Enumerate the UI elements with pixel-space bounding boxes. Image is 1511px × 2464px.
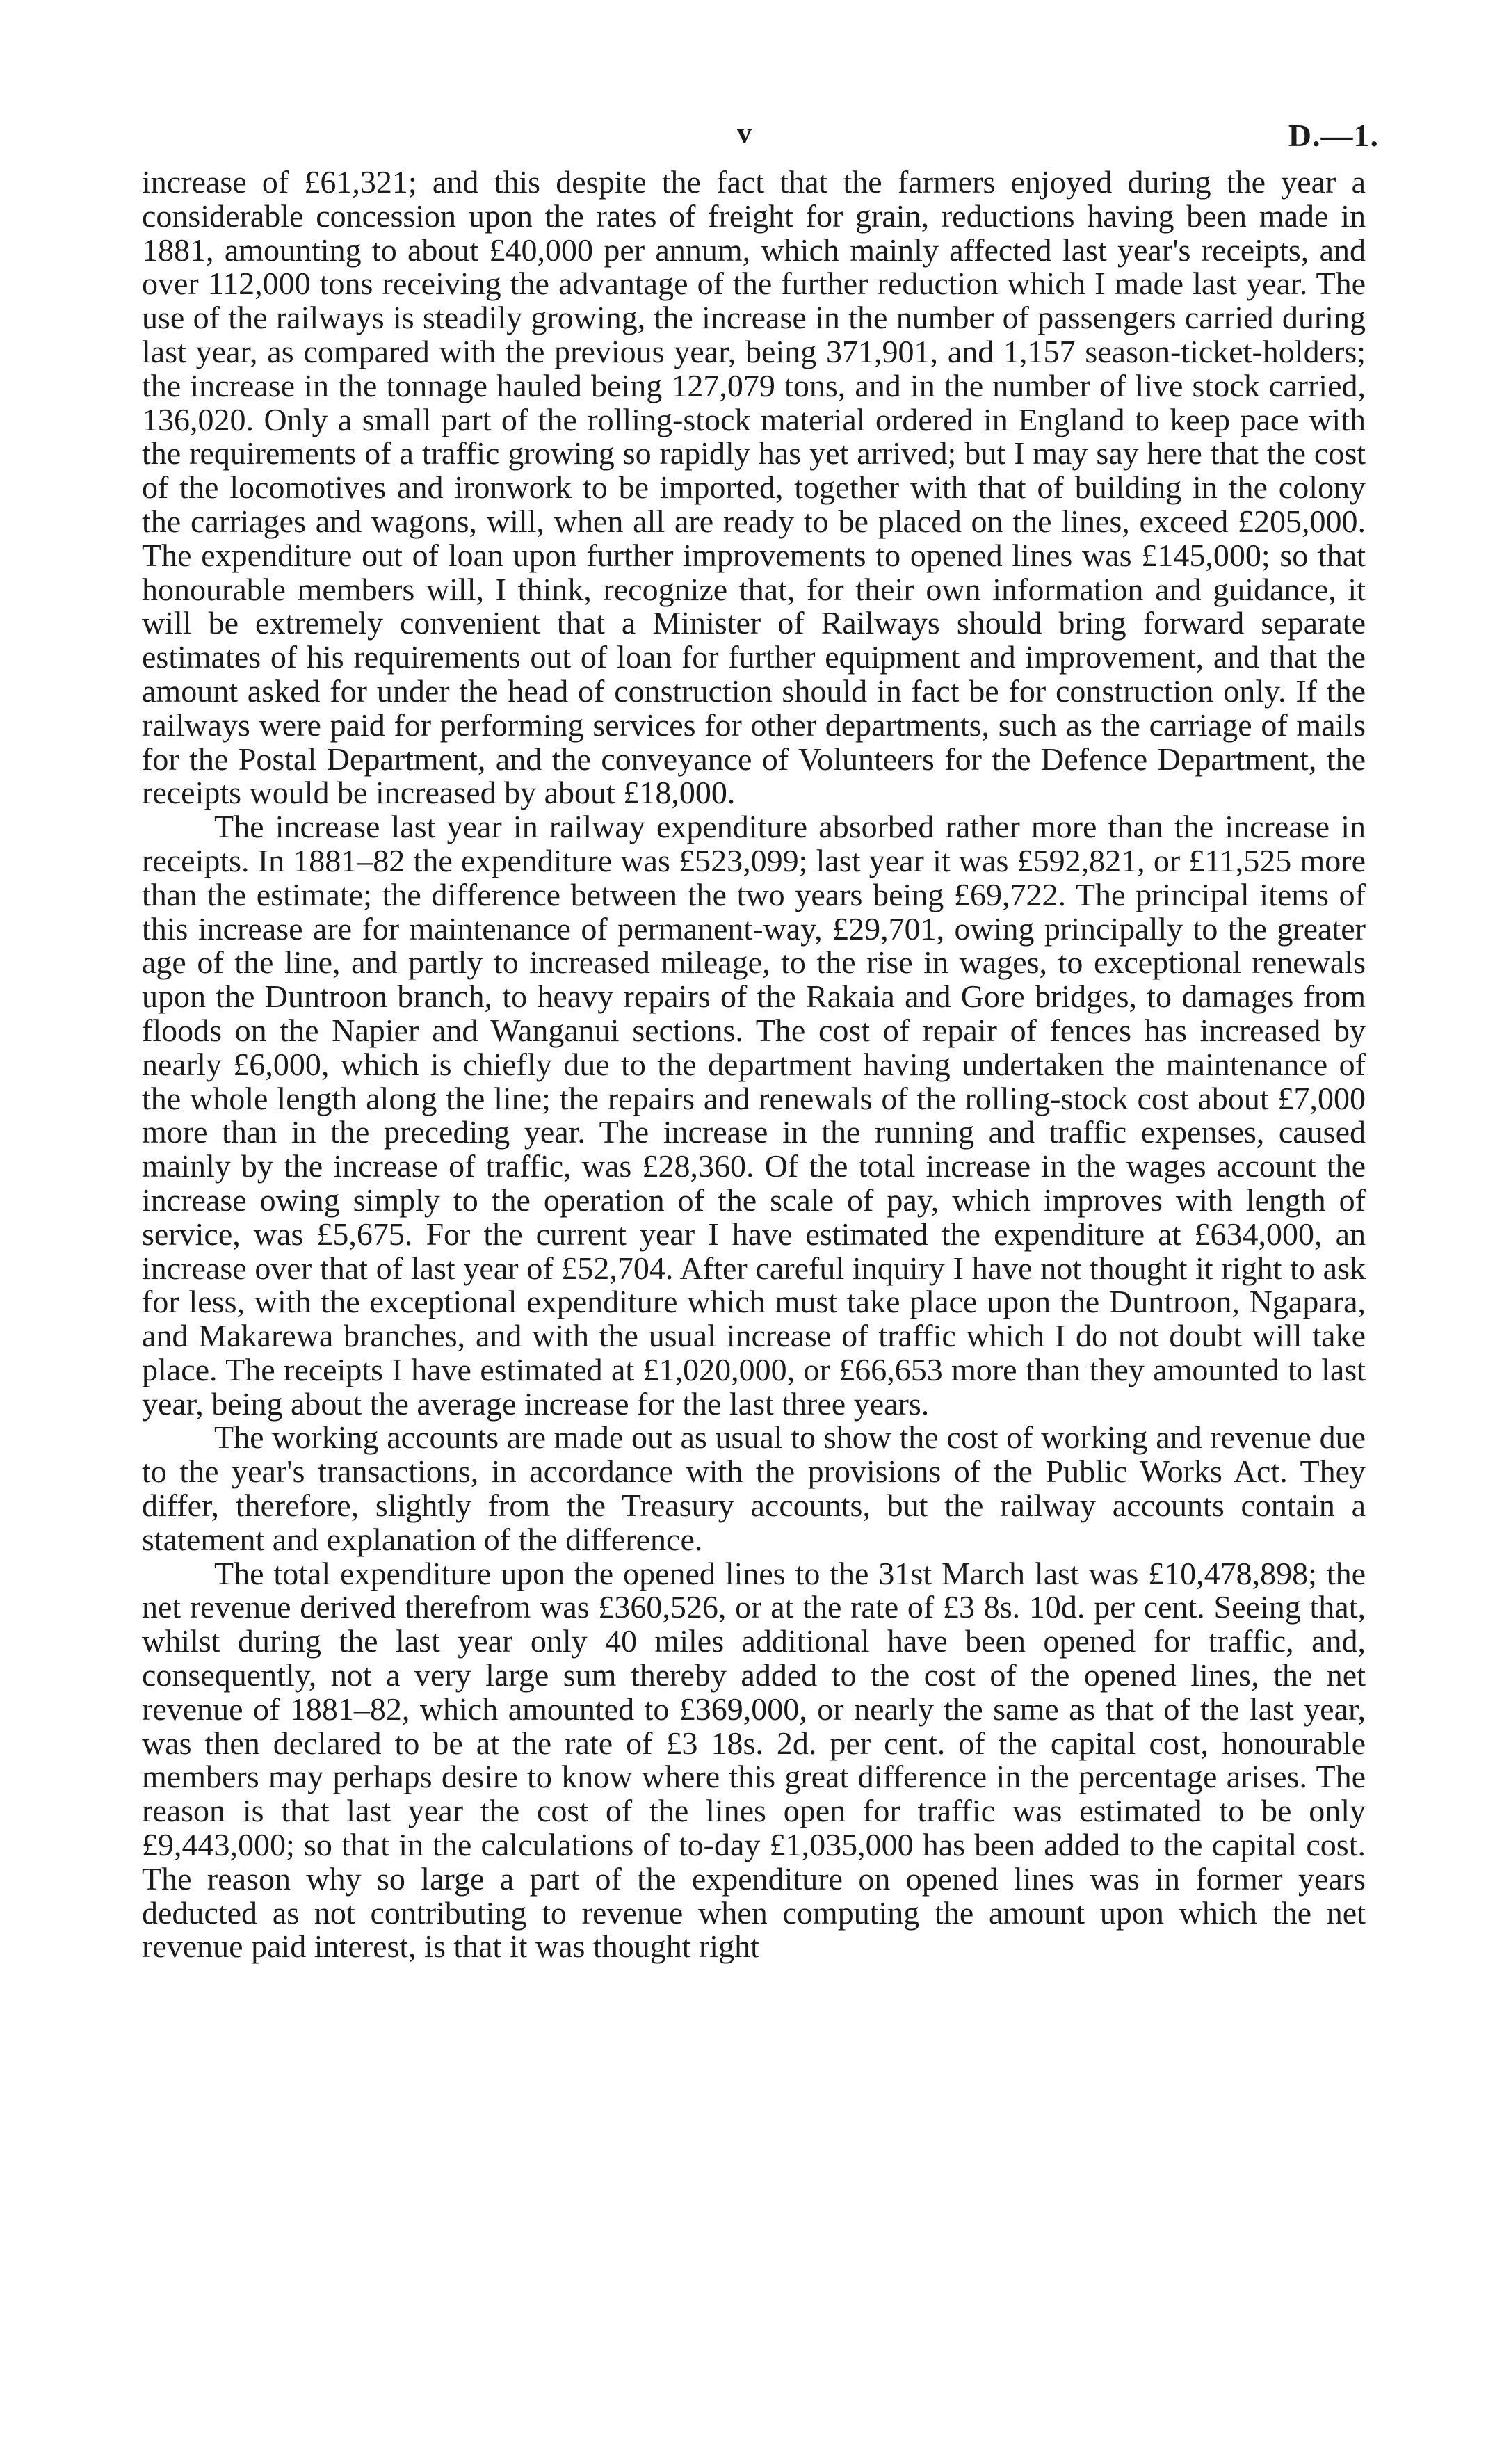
paragraph: The total expenditure upon the opened lines to the 31st March last was £10,478,898; the net revenue derived therefrom was £360,526, or at the rate of £3 8s. 10d. per cent. Seeing that, whilst during the last year only 40 miles additional have been opened for traffic, and, consequently, not a very large sum thereby added to the cost of the opened lines, the net revenue of 1881–82, which amounted to £369,000, or nearly the same as that of the last year, was then declared to be at the rate of £3 18s. 2d. per cent. of the capital cost, honourable members may perhaps desire to know where this great difference in the percentage arises. The reason is that last year the cost of the lines open for traffic was estimated to be only £9,443,000; so that in the calculations of to-day £1,035,000 has been added to the capital cost. The reason why so large a part of the expenditure on opened lines was in former years deducted as not contributing to revenue when computing the amount upon which the net revenue paid interest, is that it was thought right [142,1555,1366,1965]
paragraph: increase of £61,321; and this despite the fact that the farmers enjoyed during the year a considerable concession upon the rates of freight for grain, reductions having been made in 1881, amounting to about £40,000 per annum, which mainly affected last year's receipts, and over 112,000 tons receiving the advantage of the further reduction which I made last year. The use of the railways is steadily growing, the increase in the number of passengers carried during last year, as compared with the previous year, being 371,901, and 1,157 season-ticket-holders; the increase in the tonnage hauled being 127,079 tons, and in the number of live stock carried, 136,020. Only a small part of the rolling-stock material ordered in England to keep pace with the requirements of a traffic growing so rapidly has yet arrived; but I may say here that the cost of the locomotives and ironwork to be imported, together with that of building in the colony the carriages and wagons, will, when all are ready to be placed on the lines, exceed £205,000. The expenditure out of loan upon further improvements to opened lines was £145,000; so that honourable members will, I think, recognize that, for their own information and guidance, it will be extremely convenient that a Minister of Railways should bring forward separate estimates of his requirements out of loan for further equipment and improvement, and that the amount asked for under the head of construction should in fact be for construction only. If the railways were paid for performing services for other departments, such as the carriage of mails for the Postal Department, and the conveyance of Volunteers for the Defence Department, the receipts would be increased by about £18,000. [142,164,1366,811]
paragraph: The increase last year in railway expenditure absorbed rather more than the increase in receipts. In 1881–82 the expenditure was £523,099; last year it was £592,821, or £11,525 more than the estimate; the difference between the two years being £69,722. The principal items of this increase are for maintenance of permanent-way, £29,701, owing principally to the greater age of the line, and partly to increased mileage, to the rise in wages, to exceptional renewals upon the Duntroon branch, to heavy repairs of the Rakaia and Gore bridges, to damages from floods on the Napier and Wanganui sections. The cost of repair of fences has increased by nearly £6,000, which is chiefly due to the department having undertaken the maintenance of the whole length along the line; the repairs and renewals of the rolling-stock cost about £7,000 more than in the preceding year. The increase in the running and traffic expenses, caused mainly by the increase of traffic, was £28,360. Of the total increase in the wages account the increase owing simply to the operation of the scale of pay, which improves with length of service, was £5,675. For the current year I have estimated the expenditure at £634,000, an increase over that of last year of £52,704. After careful inquiry I have not thought it right to ask for less, with the exceptional expenditure which must take place upon the Duntroon, Ngapara, and Makarewa branches, and with the usual increase of traffic which I do not doubt will take place. The receipts I have estimated at £1,020,000, or £66,653 more than they amounted to last year, being about the average increase for the last three years. [142,809,1366,1422]
body-text [142,166,1366,1964]
paragraph: The working accounts are made out as usual to show the cost of working and revenue due to the year's transactions, in accordance with the provisions of the Public Works Act. They differ, therefore, slightly from the Treasury accounts, but the railway accounts contain a statement and explanation of the difference. [142,1419,1366,1557]
document-reference: D.—1. [1288,118,1379,153]
page-number: v [737,118,752,150]
